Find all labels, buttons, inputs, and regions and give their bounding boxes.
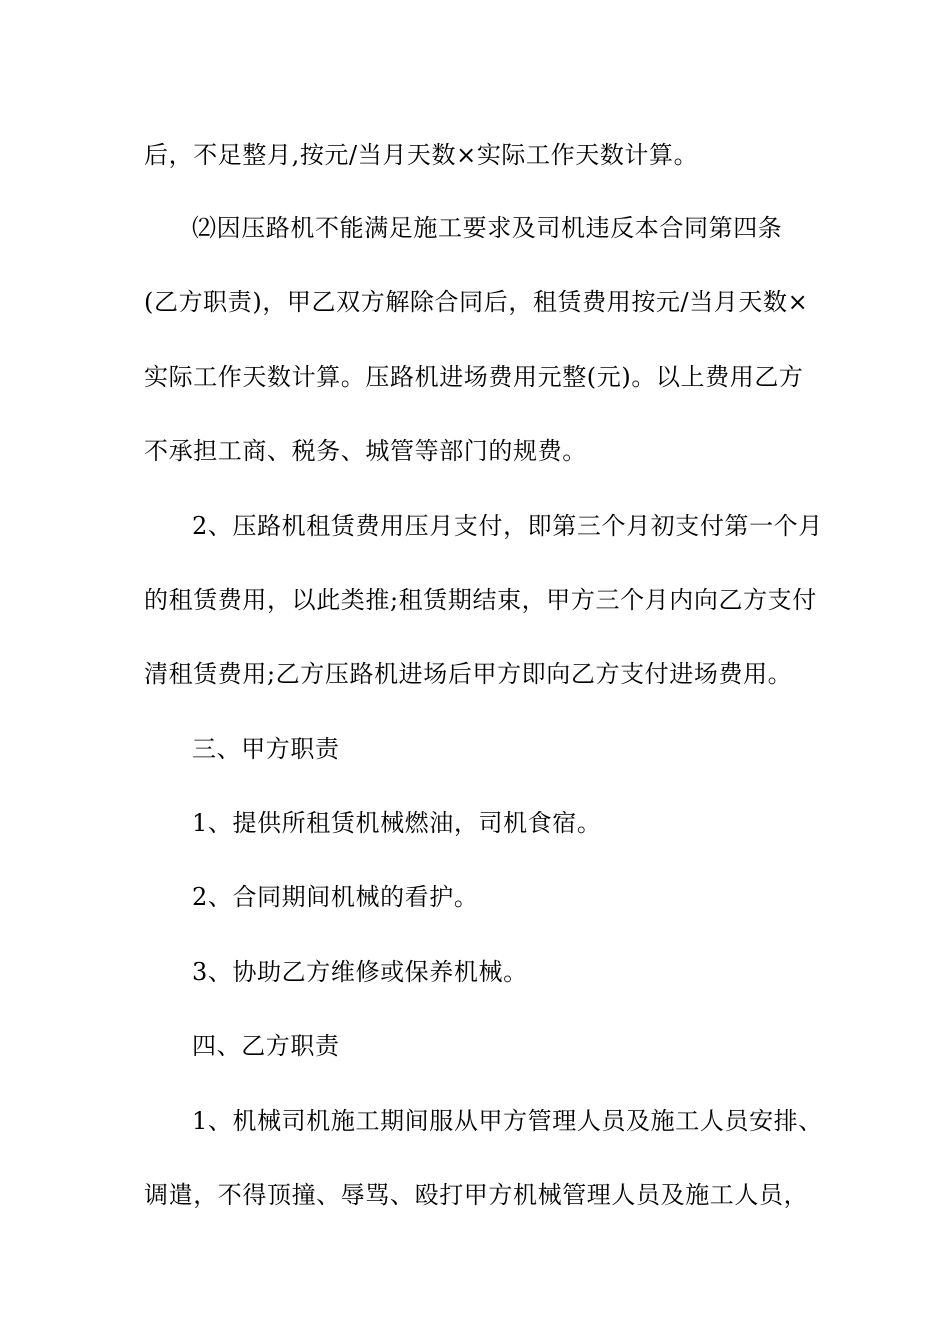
paragraph-line: (乙方职责)，甲乙双方解除合同后，租赁费用按元/当月天数× <box>144 288 809 316</box>
paragraph-line: 清租赁费用;乙方压路机进场后甲方即向乙方支付进场费用。 <box>144 660 793 688</box>
list-item: 2、合同期间机械的看护。 <box>192 883 479 911</box>
paragraph-line: 2、压路机租赁费用压月支付，即第三个月初支付第一个月 <box>192 512 823 540</box>
paragraph-line: 不承担工商、税务、城管等部门的规费。 <box>144 437 587 465</box>
paragraph-line: 后，不足整月,按元/当月天数×实际工作天数计算。 <box>144 141 699 169</box>
paragraph-line: 调遣，不得顶撞、辱骂、殴打甲方机械管理人员及施工人员， <box>144 1181 809 1209</box>
paragraph-line: 的租赁费用，以此类推;租赁期结束，甲方三个月内向乙方支付 <box>144 586 817 614</box>
section-heading: 三、甲方职责 <box>192 735 340 763</box>
paragraph-line: 实际工作天数计算。压路机进场费用元整(元)。以上费用乙方 <box>144 363 804 391</box>
section-heading: 四、乙方职责 <box>192 1032 340 1060</box>
list-item: 3、协助乙方维修或保养机械。 <box>192 958 528 986</box>
paragraph-line: 1、机械司机施工期间服从甲方管理人员及施工人员安排、 <box>192 1107 823 1135</box>
paragraph-line: ⑵因压路机不能满足施工要求及司机违反本合同第四条 <box>192 214 783 242</box>
list-item: 1、提供所租赁机械燃油，司机食宿。 <box>192 809 602 837</box>
